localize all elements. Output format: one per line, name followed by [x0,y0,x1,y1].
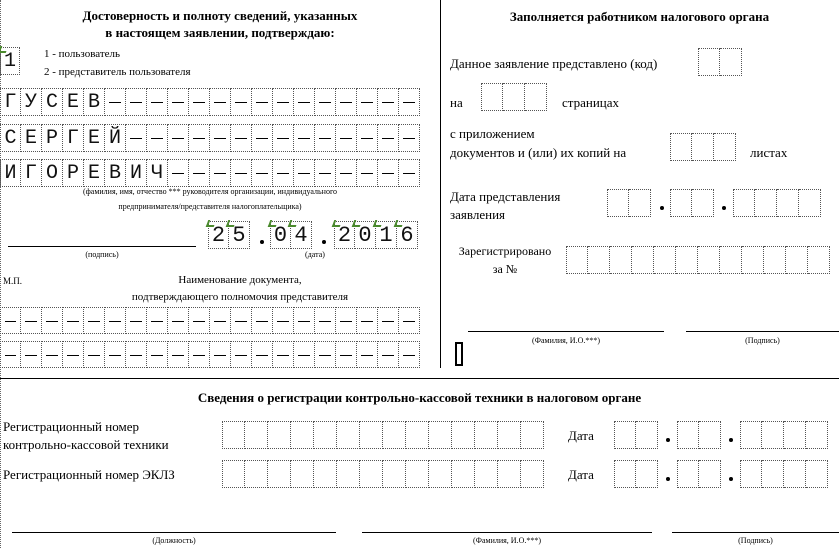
name-cell [315,124,336,152]
reg-cell [676,246,698,274]
doc-1-cell [294,307,315,334]
kkt-cell [475,421,498,449]
surname-cell [189,88,210,116]
patronymic-cell: Р [63,159,84,187]
sub-day-cell [607,189,629,217]
date-day-field[interactable] [208,221,250,249]
sub-year-cell [777,189,799,217]
doc-1-cell [126,307,147,334]
doc-2-cell [294,341,315,368]
doc-1-cell [336,307,357,334]
patronymic-cell [336,159,357,187]
date-month-cell: 4 [291,221,312,249]
name-cell [168,124,189,152]
surname-cell [210,88,231,116]
kkt-month-cell [699,421,721,449]
reg-cell [566,246,588,274]
doc-2-cell [210,341,231,368]
tax-fio-line [468,331,664,332]
reg-number-eklz: Регистрационный номер ЭКЛЗ [3,467,175,482]
name-cell: Е [84,124,105,152]
name-cell [210,124,231,152]
position-line [12,532,336,533]
code-cell [698,48,720,76]
name-field[interactable] [0,124,420,152]
date-year-field[interactable] [334,221,418,249]
eklz-year-cell [806,460,828,488]
date-dot-1 [260,240,264,244]
eklz-day-cell [636,460,658,488]
date-day-cell: 2 [208,221,229,249]
signer-code-cell: 1 [0,47,20,75]
surname-cell: Е [63,88,84,116]
patronymic-cell [273,159,294,187]
doc-1-cell [231,307,252,334]
sub-month-cell [670,189,692,217]
doc-2-cell [273,341,294,368]
doc-1-cell [357,307,378,334]
tax-office-header: Заполняется работником налогового органа [509,9,770,24]
eklz-reg-number-field[interactable] [222,460,544,488]
patronymic-cell [231,159,252,187]
surname-cell [126,88,147,116]
surname-cell [168,88,189,116]
patronymic-cell: И [0,159,21,187]
surname-cell: У [21,88,42,116]
doc-1-cell [21,307,42,334]
surname-cell [378,88,399,116]
eklz-cell [360,460,383,488]
submission-date-line2: заявления [450,207,506,222]
on-label: на [450,95,463,110]
patronymic-cell: В [105,159,126,187]
name-cell: Г [63,124,84,152]
submitted-code-field[interactable] [698,48,742,76]
doc-2-cell [84,341,105,368]
doc-2-cell [42,341,63,368]
patronymic-cell: И [126,159,147,187]
kkt-cell [498,421,521,449]
eklz-year-cell [762,460,784,488]
surname-cell [315,88,336,116]
name-cell [294,124,315,152]
eklz-cell [383,460,406,488]
doc-2-cell [147,341,168,368]
patronymic-cell [252,159,273,187]
reg-number-kkt-line2: контрольно-кассовой техники [3,437,169,452]
eklz-year-cell [784,460,806,488]
date-month-cell: 0 [270,221,291,249]
eklz-cell [245,460,268,488]
tax-signature-line [686,331,839,332]
date-caption: (дата) [305,250,325,259]
date-year-cell: 0 [355,221,376,249]
surname-cell: С [42,88,63,116]
sheets-label: листах [750,145,788,160]
date-label-2: Дата [568,467,594,482]
doc-1-cell [42,307,63,334]
kkt-cell [314,421,337,449]
eklz-cell [475,460,498,488]
bottom-fio-line [362,532,652,533]
sheets-cell [692,133,714,161]
doc-2-cell [63,341,84,368]
surname-cell [336,88,357,116]
doc-2-cell [168,341,189,368]
submission-day-field[interactable] [607,189,651,217]
patronymic-cell [399,159,420,187]
sheets-cell [714,133,736,161]
name-cell [399,124,420,152]
surname-field[interactable] [0,88,420,116]
sub-date-dot-2 [722,206,726,210]
fio-caption-line2: предпринимателя/представителя налогоплательщика) [118,202,302,211]
date-label-1: Дата [568,428,594,443]
eklz-cell [429,460,452,488]
kkt-cell [521,421,544,449]
doc-1-cell [0,307,21,334]
surname-cell [357,88,378,116]
kkt-cell [245,421,268,449]
patronymic-cell [357,159,378,187]
surname-cell [252,88,273,116]
reg-cell [698,246,720,274]
eklz-cell [498,460,521,488]
fio-caption-line1: (фамилия, имя, отчество *** руководителя организации, индивидуального [82,187,338,196]
eklz-cell [406,460,429,488]
registered-line1: Зарегистрировано [458,244,552,258]
kkt-cell [291,421,314,449]
vertical-divider [440,0,441,368]
patronymic-cell: Е [84,159,105,187]
kkt-date-month-field[interactable] [677,421,721,449]
doc-1-cell [210,307,231,334]
tax-fio-caption: (Фамилия, И.О.***) [531,336,601,345]
reg-cell [632,246,654,274]
doc-1-cell [84,307,105,334]
kkt-reg-number-field[interactable] [222,421,544,449]
doc-2-cell [126,341,147,368]
surname-cell [294,88,315,116]
eklz-date-dot-2 [729,477,733,481]
kkt-day-cell [636,421,658,449]
registered-line2: за № [492,262,518,276]
doc-2-cell [378,341,399,368]
surname-cell [147,88,168,116]
bottom-signature-line [672,532,839,533]
sheets-cell [670,133,692,161]
eklz-date-dot-1 [666,477,670,481]
doc-1-cell [378,307,399,334]
eklz-year-cell [740,460,762,488]
reg-cell [808,246,830,274]
kkt-registration-header: Сведения о регистрации контрольно-кассовой техники в налоговом органе [197,390,642,405]
kkt-cell [222,421,245,449]
sub-month-cell [692,189,714,217]
sheets-count-field[interactable] [670,133,736,161]
date-dot-2 [322,240,326,244]
doc-name-field-2[interactable] [0,341,420,368]
name-cell: С [0,124,21,152]
name-cell [252,124,273,152]
text-cursor-icon [455,342,463,366]
name-cell [273,124,294,152]
eklz-cell [452,460,475,488]
name-cell [378,124,399,152]
name-cell: Е [21,124,42,152]
bottom-fio-caption: (Фамилия, И.О.***) [472,536,542,545]
eklz-date-month-field[interactable] [677,460,721,488]
doc-1-cell [252,307,273,334]
date-month-field[interactable] [270,221,312,249]
date-year-cell: 6 [397,221,418,249]
signer-code-field[interactable] [0,47,20,75]
confirm-header-line2: в настоящем заявлении, подтверждаю: [105,25,335,40]
eklz-day-cell [614,460,636,488]
sub-year-cell [733,189,755,217]
patronymic-cell: Ч [147,159,168,187]
name-cell [126,124,147,152]
reg-cell [610,246,632,274]
code-cell [720,48,742,76]
surname-cell [273,88,294,116]
signature-line [8,246,196,247]
eklz-month-cell [677,460,699,488]
patronymic-cell [378,159,399,187]
doc-1-cell [168,307,189,334]
stamp-label: М.П. [3,276,23,286]
left-edge-dotted [0,0,1,548]
patronymic-cell: О [42,159,63,187]
name-cell: Р [42,124,63,152]
sub-day-cell [629,189,651,217]
kkt-cell [360,421,383,449]
doc-2-cell [357,341,378,368]
kkt-cell [337,421,360,449]
pages-cell [525,83,547,111]
kkt-date-day-field[interactable] [614,421,658,449]
horizontal-divider [0,378,839,379]
doc-name-line2: подтверждающего полномочия представителя [131,291,349,303]
kkt-month-cell [677,421,699,449]
reg-cell [742,246,764,274]
pages-count-field[interactable] [481,83,547,111]
surname-cell [399,88,420,116]
name-cell [189,124,210,152]
sub-year-cell [799,189,821,217]
surname-cell [231,88,252,116]
doc-2-cell [336,341,357,368]
name-cell [336,124,357,152]
submission-date-line1: Дата представления [450,189,561,204]
pages-cell [481,83,503,111]
attachment-line1: с приложением [450,126,535,141]
sub-year-cell [755,189,777,217]
doc-2-cell [189,341,210,368]
doc-2-cell [252,341,273,368]
reg-cell [764,246,786,274]
eklz-cell [337,460,360,488]
doc-1-cell [105,307,126,334]
reg-number-kkt-line1: Регистрационный номер [3,419,139,434]
eklz-cell [521,460,544,488]
doc-2-cell [399,341,420,368]
reg-cell [786,246,808,274]
doc-2-cell [21,341,42,368]
surname-cell: В [84,88,105,116]
reg-cell [588,246,610,274]
patronymic-field[interactable] [0,159,420,187]
reg-cell [654,246,676,274]
surname-cell [105,88,126,116]
doc-1-cell [189,307,210,334]
patronymic-cell [315,159,336,187]
kkt-date-dot-1 [666,438,670,442]
doc-2-cell [315,341,336,368]
date-year-cell: 2 [334,221,355,249]
patronymic-cell: Г [21,159,42,187]
kkt-cell [383,421,406,449]
pages-cell [503,83,525,111]
kkt-cell [406,421,429,449]
signer-option-1: 1 - пользователь [44,48,121,60]
doc-2-cell [0,341,21,368]
doc-1-cell [399,307,420,334]
kkt-cell [429,421,452,449]
kkt-year-cell [740,421,762,449]
doc-name-line1: Наименование документа, [178,274,302,286]
doc-name-field-1[interactable] [0,307,420,334]
name-cell [231,124,252,152]
submitted-code-label: Данное заявление представлено (код) [450,56,658,71]
patronymic-cell [294,159,315,187]
pages-label: страницах [562,95,620,110]
eklz-month-cell [699,460,721,488]
submission-month-field[interactable] [670,189,714,217]
submission-year-field[interactable] [733,189,821,217]
doc-2-cell [231,341,252,368]
eklz-cell [222,460,245,488]
signer-option-2: 2 - представитель пользователя [44,66,191,78]
eklz-cell [314,460,337,488]
kkt-day-cell [614,421,636,449]
position-caption: (Должность) [152,536,196,545]
date-day-cell: 5 [229,221,250,249]
kkt-year-cell [806,421,828,449]
registration-number-field[interactable] [566,246,830,274]
doc-1-cell [273,307,294,334]
patronymic-cell [168,159,189,187]
patronymic-cell [189,159,210,187]
doc-1-cell [147,307,168,334]
doc-2-cell [105,341,126,368]
doc-1-cell [315,307,336,334]
eklz-date-year-field[interactable] [740,460,828,488]
name-cell [357,124,378,152]
kkt-date-dot-2 [729,438,733,442]
kkt-year-cell [784,421,806,449]
reg-cell [720,246,742,274]
eklz-cell [268,460,291,488]
doc-1-cell [63,307,84,334]
eklz-cell [291,460,314,488]
sub-date-dot-1 [660,206,664,210]
confirm-header-line1: Достоверность и полноту сведений, указанных [82,8,358,23]
kkt-year-cell [762,421,784,449]
surname-cell: Г [0,88,21,116]
kkt-cell [268,421,291,449]
name-cell [147,124,168,152]
kkt-cell [452,421,475,449]
bottom-signature-caption: (Подпись) [738,536,773,545]
attachment-line2: документов и (или) их копий на [450,145,627,160]
tax-signature-caption: (Подпись) [745,336,780,345]
kkt-date-year-field[interactable] [740,421,828,449]
name-cell: Й [105,124,126,152]
date-year-cell: 1 [376,221,397,249]
patronymic-cell [210,159,231,187]
signature-caption: (подпись) [85,250,119,259]
eklz-date-day-field[interactable] [614,460,658,488]
